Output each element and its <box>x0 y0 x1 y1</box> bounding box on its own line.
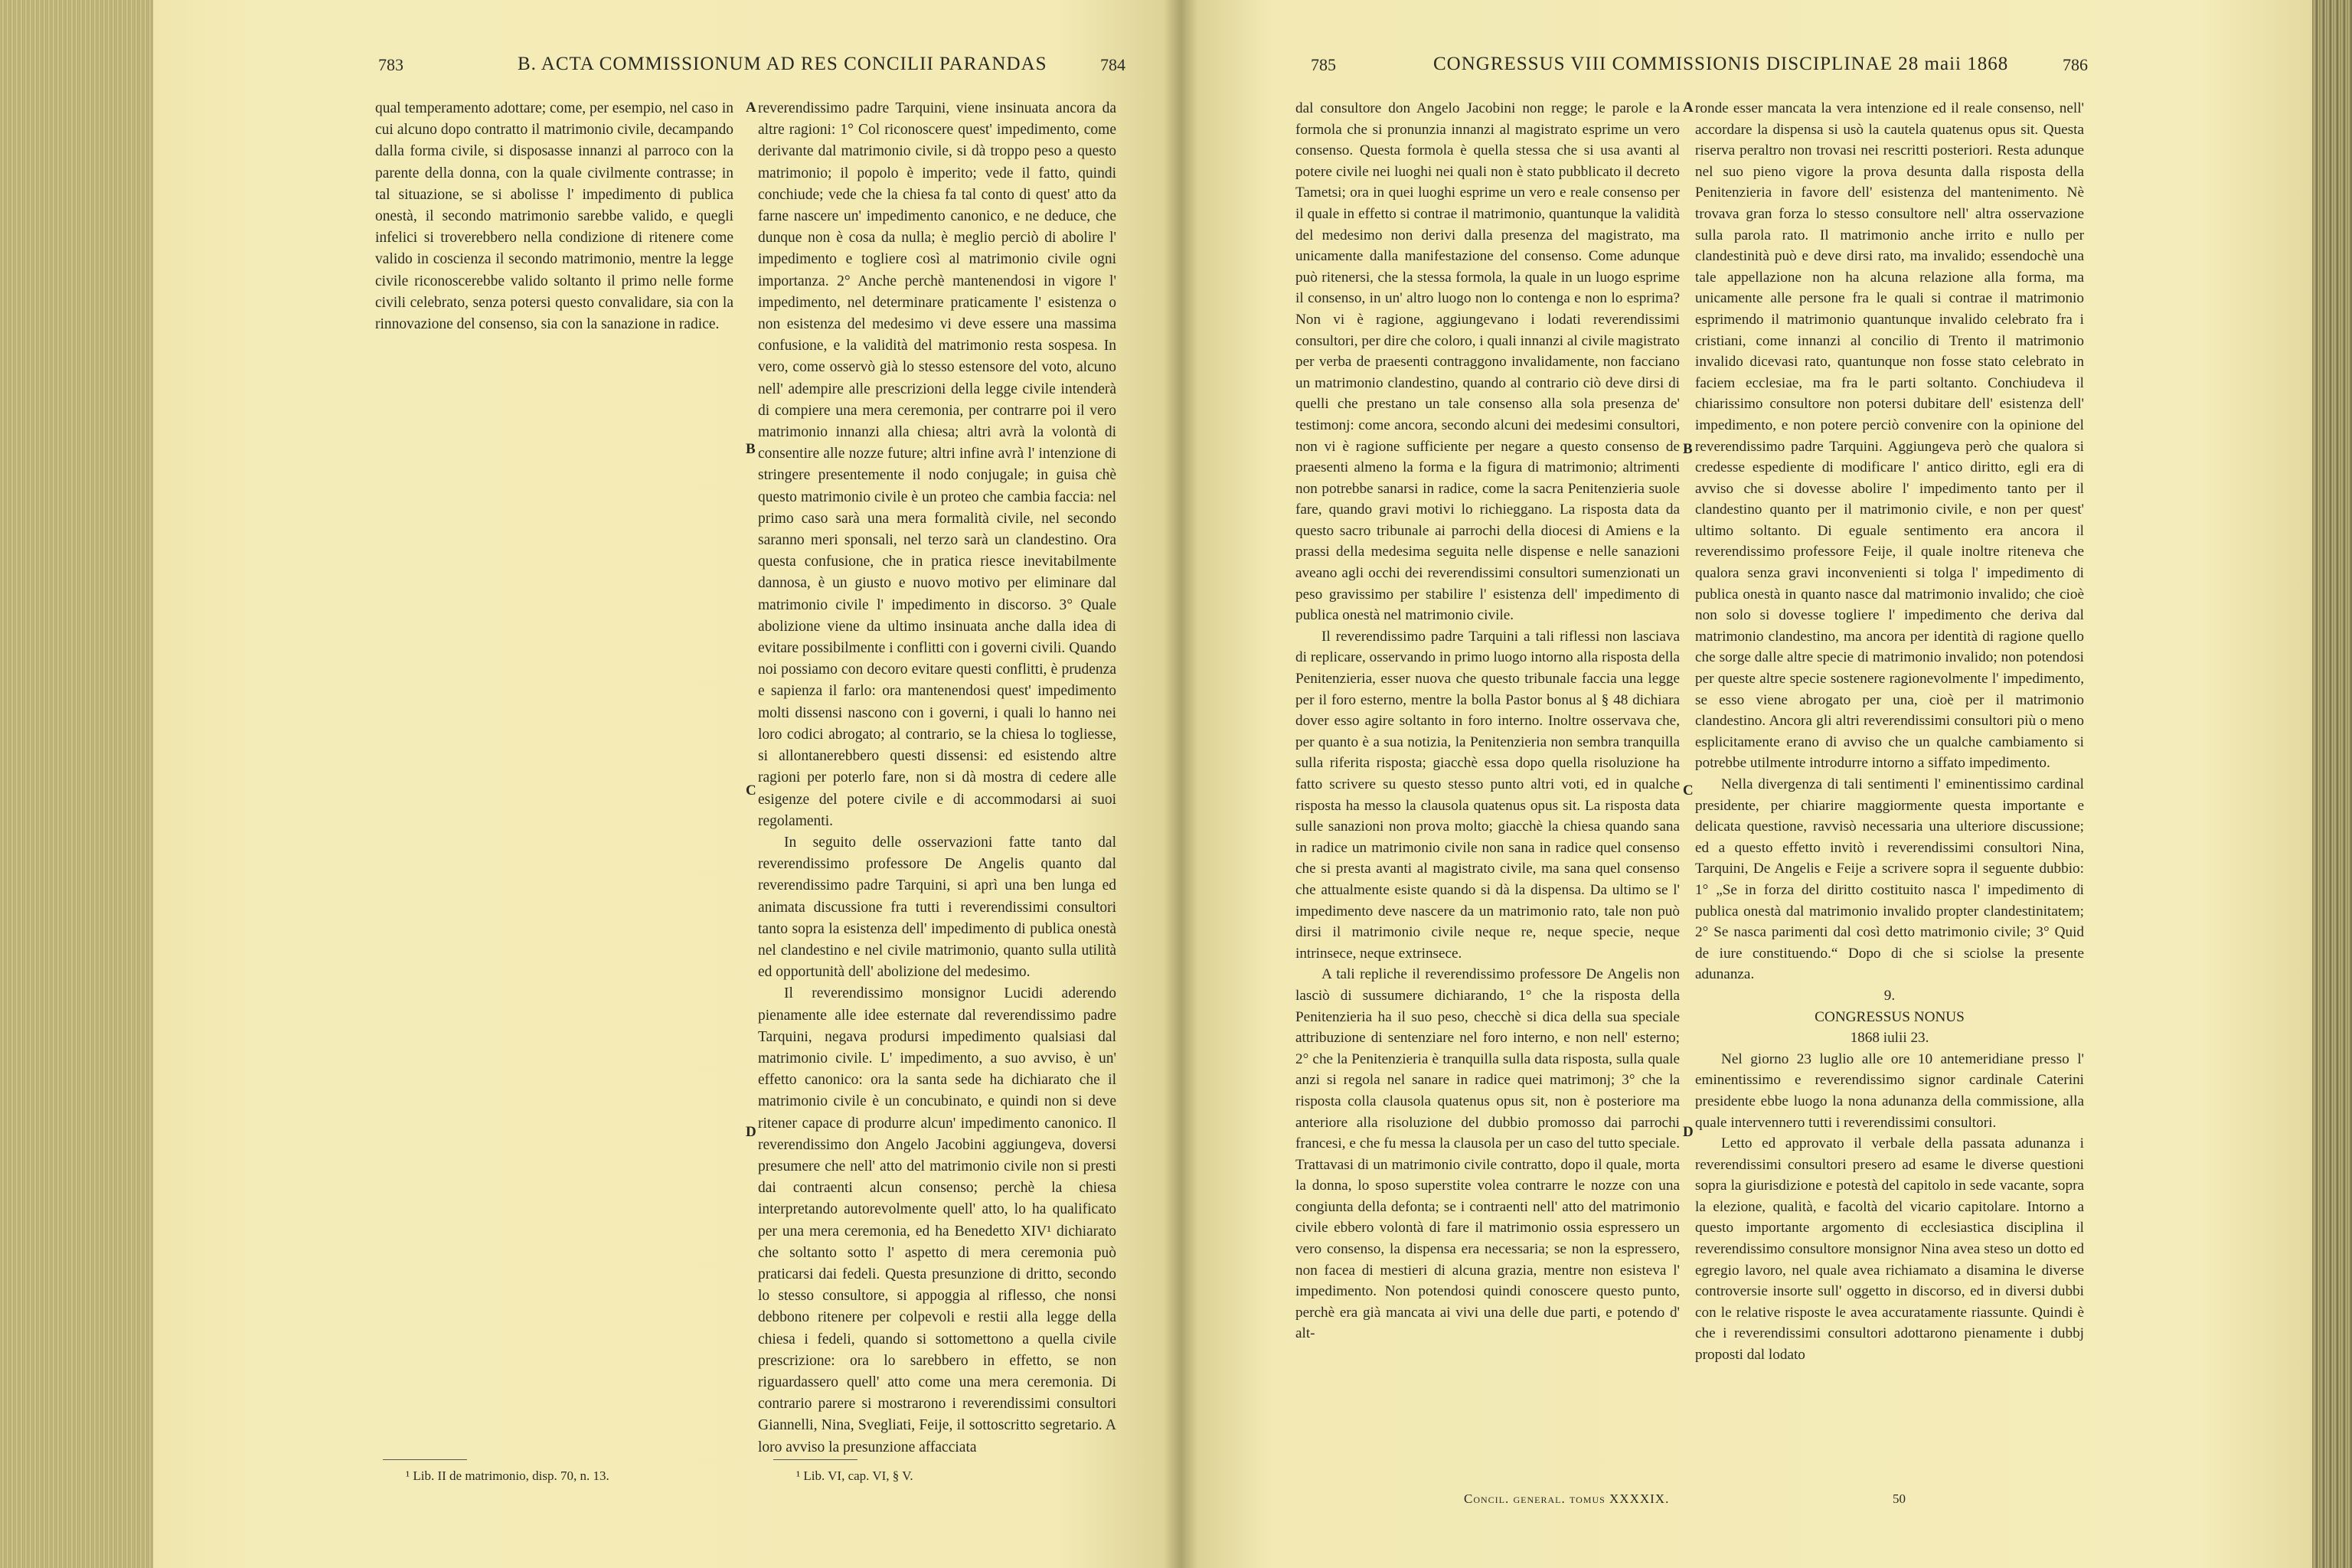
paragraph: dal consultore don Angelo Jacobini non regge; le parole e la formola che si pronunzia innanzi al magistrato esprime un vero consenso. Questa formola è quella stessa che si usa avanti al potere civile nei luoghi nei quali non è stato pubblicato il decreto Tametsi; ora in quei luoghi esprime un vero e reale consenso per il quale in effetto si contrae il matrimonio, quantunque la validità del medesimo non derivi dalla presenza del magistrato, ma unicamente dalla manifestazione del consenso. Come adunque può ritenersi, che la stessa formola, la quale in un luogo esprime il consenso, in un' altro luogo non lo contenga e non lo esprima? Non vi è ragione, aggiungevano i lodati reverendissimi consultori, per dire che coloro, i quali innanzi al civile magistrato per verba de praesenti contraggono invalidamente, non facciano un matrimonio clandestino, quando al contrario ciò deve dirsi di quelli che prestano un tale consenso alla sola presenza de' testimonj: come ancora, secondo alcuni dei medesimi consultori, non vi è ragione sufficiente per negare a questo consenso de praesenti almeno la forma e la figura di matrimonio; altrimenti non potrebbe sanarsi in radice, come la sacra Penitenzieria suole fare, quando gravi motivi lo richieggano. La risposta data da questo sacro tribunale ai parrochi della diocesi di Amiens e la prassi della medesima seguita nelle dispense e nelle sanazioni aveano agli occhi dei reverendissimi consultori sumenzionati un peso gravissimo per stabilire l' esistenza dell' impedimento di publica onestà nel matrimonio civile. <box>1295 100 1680 624</box>
paragraph: Il reverendissimo monsignor Lucidi aderendo pienamente alle idee esternate dal reverendissimo padre Tarquini, negava prodursi impedimento qualsiasi dal matrimonio civile. L' impedimento, a suo avviso, è un' effetto canonico: ora la santa sede ha dichiarato che il matrimonio civile è un concubinato, e quindi non si deve ritener capace di produrre alcun' impedimento canonico. Il reverendissimo don Angelo Jacobini aggiungeva, doversi presumere che nell' atto del matrimonio civile non si presti dai contraenti alcun consenso; perchè la chiesa interpretando autorevolmente quell' atto, lo ha qualificato per una mera ceremonia, ed ha Benedetto XIV¹ dichiarato che soltanto sotto l' aspetto di mera ceremonia può praticarsi dai fedeli. Questa presunzione di dritto, secondo lo stesso consultore, si appoggia al riflesso, che nonsi debbono ritenere per colpevoli e restii alla legge della chiesa i fedeli, quando si sottomettono a quella civile prescrizione: ora lo sarebbero in effetto, se non riguardassero quell' atto come una mera ceremonia. Di contrario parere si mostrarono i reverendissimi consultori Giannelli, Nina, Svegliati, Feije, il sottoscritto segretario. A loro avviso la presunzione affacciata <box>758 985 1116 1455</box>
margin-label-b: B <box>1683 441 1693 457</box>
page-edges-right <box>2312 0 2352 1568</box>
right-column-1 <box>1295 98 1680 1455</box>
footnote-rule <box>383 1459 467 1460</box>
paragraph: reverendissimo padre Tarquini, viene insinuata ancora da altre ragioni: 1° Col riconoscere quest' impedimento, come derivante dal matrimonio civile, si dà troppo peso a questo matrimonio; il popolo è imperito; vede il fatto, quindi conchiude; vede che la chiesa fa tal conto di quest' atto da farne nascere un' impedimento canonico, e ne deduce, che dunque non è cosa da nulla; è meglio perciò di abolire l' impedimento e togliere così al matrimonio civile ogni importanza. 2° Anche perchè mantenendosi in vigore l' impedimento, nel determinare praticamente l' esistenza o non esistenza del medesimo vi deve essere una massima confusione, e la validità del matrimonio resta sospesa. In vero, come osservò già lo stesso estensore del voto, alcuno nell' adempire alle prescrizioni della legge civile intenderà di compiere una mera ceremonia, per contrarre poi il vero matrimonio innanzi alla chiesa; altri avrà la volontà di consentire alle nozze future; altri infine avrà l' intenzione di stringere presentemente il nodo conjugale; in guisa chè questo matrimonio civile è un proteo che cambia faccia: nel primo caso sarà una mera formalità civile, nel secondo saranno meri sponsali, nel terzo sarà un clandestino. Ora questa confusione, che in pratica riesce inevitabilmente dannosa, è un giusto e nuovo motivo per eliminare dal matrimonio civile l' impedimento in discorso. 3° Quale abolizione viene da ultimo insinuata anche dalla idea di evitare possibilmente i conflitti con i governi civili. Quando noi possiamo con decoro evitare questi conflitti, è prudenza e sapienza il farlo: ora mantenendosi quest' impedimento molti dissensi nascono con i governi, i quali lo hanno nei loro codici abrogato; al contrario, se la chiesa lo togliesse, si allontanerebbero questi dissensi: ed esistendo altre ragioni per poterlo fare, non si dà mostra di cedere alle esigenze del potere civile e di accommodarsi ai suoi regolamenti. <box>758 100 1116 829</box>
left-column-2 <box>758 98 1116 1455</box>
margin-label-c: C <box>746 782 756 799</box>
page-edges-left <box>0 0 153 1568</box>
footnote-left-1: ¹ Lib. II de matrimonio, disp. 70, n. 13. <box>406 1468 609 1483</box>
right-page-number-b: 786 <box>2063 55 2088 74</box>
paragraph: A tali repliche il reverendissimo professore De Angelis non lasciò di sussumere dichiarando, 1° che la risposta della Penitenzieria ha il suo peso, checchè si dica della sua speciale attribuzione di sentenziare nel foro interno, e non nell' esterno; 2° che la Penitenzieria è tranquilla sulla data risposta, sulla quale anzi si regola nel sanare in radice quei matrimonj; 3° che la risposta colla clausola quatenus opus sit, non è posteriore ma anteriore alla risoluzione del dubbio promosso dai parrochi francesi, e che fu messa la clausola per un caso del tutto speciale. Trattavasi di un matrimonio civile contratto, dopo il quale, morta la donna, lo sposo superstite volea contrarre le nozze con una congiunta della defonta; se i contraenti nell' atto del matrimonio civile ebbero volontà di fare il matrimonio ossia espressero un vero consenso, la dispensa era necessaria; se non la espressero, non facea di mestieri di alcuna grazia, mentre non esisteva l' impedimento. Non potendosi quindi conoscere questo punto, perchè era già mancata ai vivi una delle due parti, e potendo d' alt- <box>1295 966 1680 1342</box>
paragraph: In seguito delle osservazioni fatte tanto dal reverendissimo professore De Angelis quanto dal reverendissimo padre Tarquini, si aprì una ben lunga ed animata discussione fra tutti i reverendissimi consultori tanto sopra la esistenza dell' impedimento di publica onestà nel clandestino e nel civile matrimonio, quanto sulla utilità ed opportunità dell' abolizione del medesimo. <box>758 834 1116 981</box>
signature-number: 50 <box>1893 1491 1906 1506</box>
footnote-left-2: ¹ Lib. VI, cap. VI, § V. <box>796 1468 913 1483</box>
left-page <box>153 0 1181 1568</box>
right-page-number-a: 785 <box>1311 55 1336 74</box>
paragraph: Letto ed approvato il verbale della passata adunanza i reverendissimi consultori presero ad esame le diverse questioni sopra la giurisdizione e potestà del capitolo in sede vacante, sopra la elezione, qualità, e facoltà del vicario capitolare. Intorno a questo importante argomento di ecclesiastica disciplina il reverendissimo consultore monsignor Nina avea steso un dotto ed egregio lavoro, nel quale avea richiamato a disamina le diverse controversie insorte sull' oggetto in discorso, ed in diversi dubbi con le relative risposte le avea accuratamente riassunte. Quindi è che i reverendissimi consultori adottarono pienamente i dubbj proposti dal lodato <box>1695 1135 2084 1364</box>
left-running-header: B. ACTA COMMISSIONUM AD RES CONCILII PARANDAS <box>518 54 1047 74</box>
signature-mark: Concil. general. tomus XXXXIX. <box>1464 1491 1670 1506</box>
paragraph: Nel giorno 23 luglio alle ore 10 antemeridiane presso l' eminentissimo e reverendissimo signor cardinale Caterini presidente ebbe luogo la nona adunanza della commissione, alla quale intervennero tutti i reverendissimi consultori. <box>1695 1050 2084 1131</box>
right-page <box>1181 0 2312 1568</box>
margin-label-b: B <box>746 441 756 457</box>
section-date: 1868 iulii 23. <box>1850 1030 1929 1047</box>
paragraph: ronde esser mancata la vera intenzione ed il reale consenso, nell' accordare la dispensa si usò la cautela quatenus opus sit. Questa riserva peraltro non trovasi nei rescritti posteriori. Resta adunque nel suo pieno vigore la prova desunta dalla risposta della Penitenzieria in favore dell' esistenza del mantenimento. Nè trovava gran forza lo stesso consultore nell' altra osservazione sulla parola rato. Il matrimonio anche irrito e nullo per clandestinità può e deve dirsi rato, ma invalido; essendochè una tale appellazione non ha alcuna relazione alla forma, ma unicamente alle persone fra le quali si contrae il matrimonio esprimendo il matrimonio quantunque invalido celebrato fra i cristiani, come innanzi al concilio di Trento il matrimonio invalido dicevasi rato, quantunque non fosse stato celebrato in faciem ecclesiae, ma fra le parti soltanto. Conchiudeva il chiarissimo consultore non potersi dubitare dell' esistenza dell' impedimento, e non potere perciò convenire con la opinione del reverendissimo padre Tarquini. Aggiungeva però che qualora si credesse espediente di modificare l' antico diritto, egli era di avviso che si dovesse abolire l' impedimento tanto per il clandestino quanto per il matrimonio civile, e non per quest' ultimo soltanto. Di eguale sentimento era ancora il reverendissimo professore Feije, il quale inoltre riteneva che qualora senza gravi inconvenienti si tolga l' impedimento di publica onestà in quanto nasce dal matrimonio invalido; che cioè non solo si dovesse togliere l' impedimento che deriva dal matrimonio clandestino, ma ancora per identità di ragione quello che sorge dalle altre specie di matrimonio invalido; non potendosi per queste altre specie sostenere ragionevolmente l' impedimento, se esso viene abrogato per una, cioè per il matrimonio clandestino. Ancora gli altri reverendissimi consultori più o meno esplicitamente erano di avviso che un qualche cambiamento si potrebbe utilmente introdurre intorno a siffato impedimento. <box>1695 100 2084 772</box>
left-column-1 <box>375 98 733 1455</box>
left-page-number-a: 783 <box>378 55 403 74</box>
right-column-2 <box>1695 98 2084 1455</box>
left-page-number-b: 784 <box>1100 55 1125 74</box>
book-gutter <box>1164 0 1197 1568</box>
paragraph: qual temperamento adottare; come, per esempio, nel caso in cui alcuno dopo contratto il matrimonio civile, decampando dalla forma civile, si disposasse innanzi al parroco con la parente della donna, con la quale civilmente contrasse; in tal situazione, se si abolisse l' impedimento di publica onestà, il secondo matrimonio sarebbe valido, e quegli infelici si troverebbero nella condizione di ritenere come valido in coscienza il secondo matrimonio, mentre la legge civile riconoscerebbe valido soltanto il primo nelle forme civili celebrato, senza potersi questo convalidare, sia con la rinnovazione del consenso, sia con la sanazione in radice. <box>375 100 733 333</box>
section-title: CONGRESSUS NONUS <box>1815 1008 1965 1025</box>
section-number: 9. <box>1883 987 1896 1004</box>
margin-label-d: D <box>1683 1124 1694 1140</box>
margin-label-a: A <box>746 100 756 116</box>
footnote-rule <box>773 1459 858 1460</box>
paragraph: Nella divergenza di tali sentimenti l' eminentissimo cardinal presidente, per chiarire maggiormente questa importante e delicata questione, ravvisò necessaria una ulteriore discussione; ed a questo effetto invitò i reverendissimi consultori Nina, Tarquini, De Angelis e Feije a scrivere sopra il seguente dubbio: 1° „Se in forza del diritto costituito nasca l' impedimento di publica onestà dal matrimonio invalido propter clandestinitatem; 2° Se nasca parimenti dal così detto matrimonio civile; 3° Quid de iure constituendo.“ Dopo di che si sciolse la presente adunanza. <box>1695 776 2084 983</box>
paragraph: Il reverendissimo padre Tarquini a tali riflessi non lasciava di replicare, osservando in primo luogo intorno alla risposta della Penitenzieria, esser nuova che questo tribunale faccia una legge per il foro esterno, mentre la bolla Pastor bonus al § 48 dichiara dover esso agire soltanto in foro interno. Inoltre osservava che, per quanto è a sua notizia, la Penitenzieria non sembra tranquilla sulla riferita risposta; giacchè essa dopo quella risoluzione ha fatto scrivere su questo stesso punto altri voti, ed in qualche risposta ha messo la clausola quatenus opus sit. La risposta data sulle sanazioni non prova molto; giacchè la chiesa quando sana in radice un matrimonio civile non sana in radice quel consenso che si presta avanti al magistrato civile, ma sana quel consenso che attualmente esiste quando si dà la dispensa. Da ultimo se l' impedimento deve nascere da un matrimonio rato, tale non può dirsi il matrimonio civile neque re, neque specie, neque intrinsece, neque extrinsece. <box>1295 628 1680 962</box>
margin-label-d: D <box>746 1124 756 1140</box>
margin-label-c: C <box>1683 782 1694 799</box>
margin-label-a: A <box>1683 100 1694 116</box>
right-running-header: CONGRESSUS VIII COMMISSIONIS DISCIPLINAE 28 maii 1868 <box>1433 54 2009 74</box>
